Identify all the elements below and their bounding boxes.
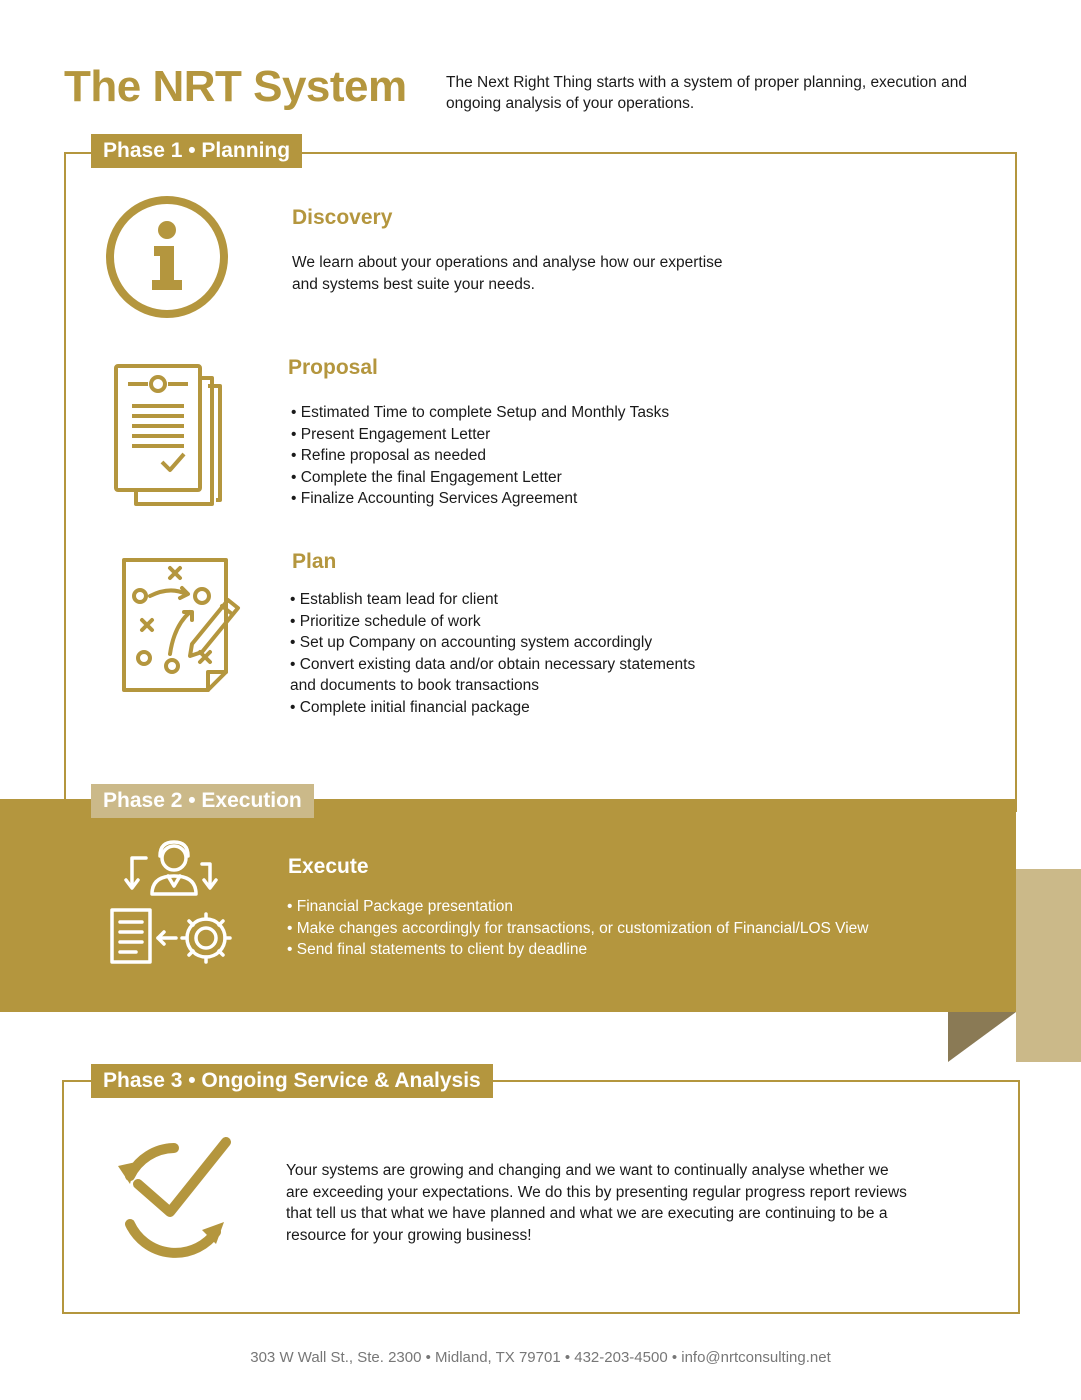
footer-contact: 303 W Wall St., Ste. 2300 • Midland, TX 79701 • 432-203-4500 • info@nrtconsulting.net xyxy=(250,1349,831,1366)
list-item: and documents to book transactions xyxy=(290,677,540,694)
text-line: that tell us that what we have planned and what we are executing are continuing to be a xyxy=(286,1205,888,1222)
discovery-heading: Discovery xyxy=(292,206,393,229)
plan-list xyxy=(290,589,695,718)
list-item: • Send final statements to client by deadline xyxy=(287,941,588,958)
circular-check-icon xyxy=(112,1132,238,1260)
ribbon-fold xyxy=(948,1012,1016,1062)
documents-checklist-icon xyxy=(112,362,228,508)
list-item: • Prioritize schedule of work xyxy=(290,612,481,630)
page-title: The NRT System xyxy=(64,62,407,111)
plan-heading: Plan xyxy=(292,550,337,573)
proposal-heading: Proposal xyxy=(288,356,378,379)
list-item: • Complete the final Engagement Letter xyxy=(291,468,562,486)
strategy-board-icon xyxy=(120,556,244,694)
execute-list xyxy=(287,896,869,961)
list-item: • Present Engagement Letter xyxy=(291,425,491,443)
list-item: • Financial Package presentation xyxy=(287,898,514,915)
info-circle-icon xyxy=(104,194,230,320)
intro-line: The Next Right Thing starts with a system of proper planning, execution and xyxy=(446,74,967,91)
text-line: Your systems are growing and changing and we want to continually analyse whether we xyxy=(286,1162,889,1179)
list-item: • Complete initial financial package xyxy=(290,698,530,716)
list-item: • Set up Company on accounting system accordingly xyxy=(290,634,653,651)
list-item: • Establish team lead for client xyxy=(290,591,498,608)
execute-heading: Execute xyxy=(288,855,369,878)
ribbon-tail xyxy=(1016,869,1081,1062)
proposal-list xyxy=(291,402,669,510)
phase3-text xyxy=(286,1160,907,1246)
list-item: • Make changes accordingly for transactions, or customization of Financial/LOS View xyxy=(287,919,869,937)
text-line: We learn about your operations and analyse how our expertise xyxy=(292,254,723,271)
intro-line: ongoing analysis of your operations. xyxy=(446,95,695,112)
text-line: and systems best suite your needs. xyxy=(292,275,535,293)
discovery-text xyxy=(292,252,723,295)
list-item: • Estimated Time to complete Setup and Monthly Tasks xyxy=(291,404,670,421)
text-line: are exceeding your expectations. We do this by presenting regular progress report reviews xyxy=(286,1183,907,1201)
phase1-tab: Phase 1 • Planning xyxy=(91,134,302,168)
intro-text xyxy=(446,72,1036,114)
text-line: resource for your growing business! xyxy=(286,1226,532,1244)
list-item: • Refine proposal as needed xyxy=(291,447,487,464)
phase2-tab: Phase 2 • Execution xyxy=(91,784,314,818)
operator-workflow-gear-icon xyxy=(106,836,240,970)
list-item: • Convert existing data and/or obtain necessary statements xyxy=(290,655,696,673)
phase3-tab: Phase 3 • Ongoing Service & Analysis xyxy=(91,1064,493,1098)
list-item: • Finalize Accounting Services Agreement xyxy=(291,490,578,507)
